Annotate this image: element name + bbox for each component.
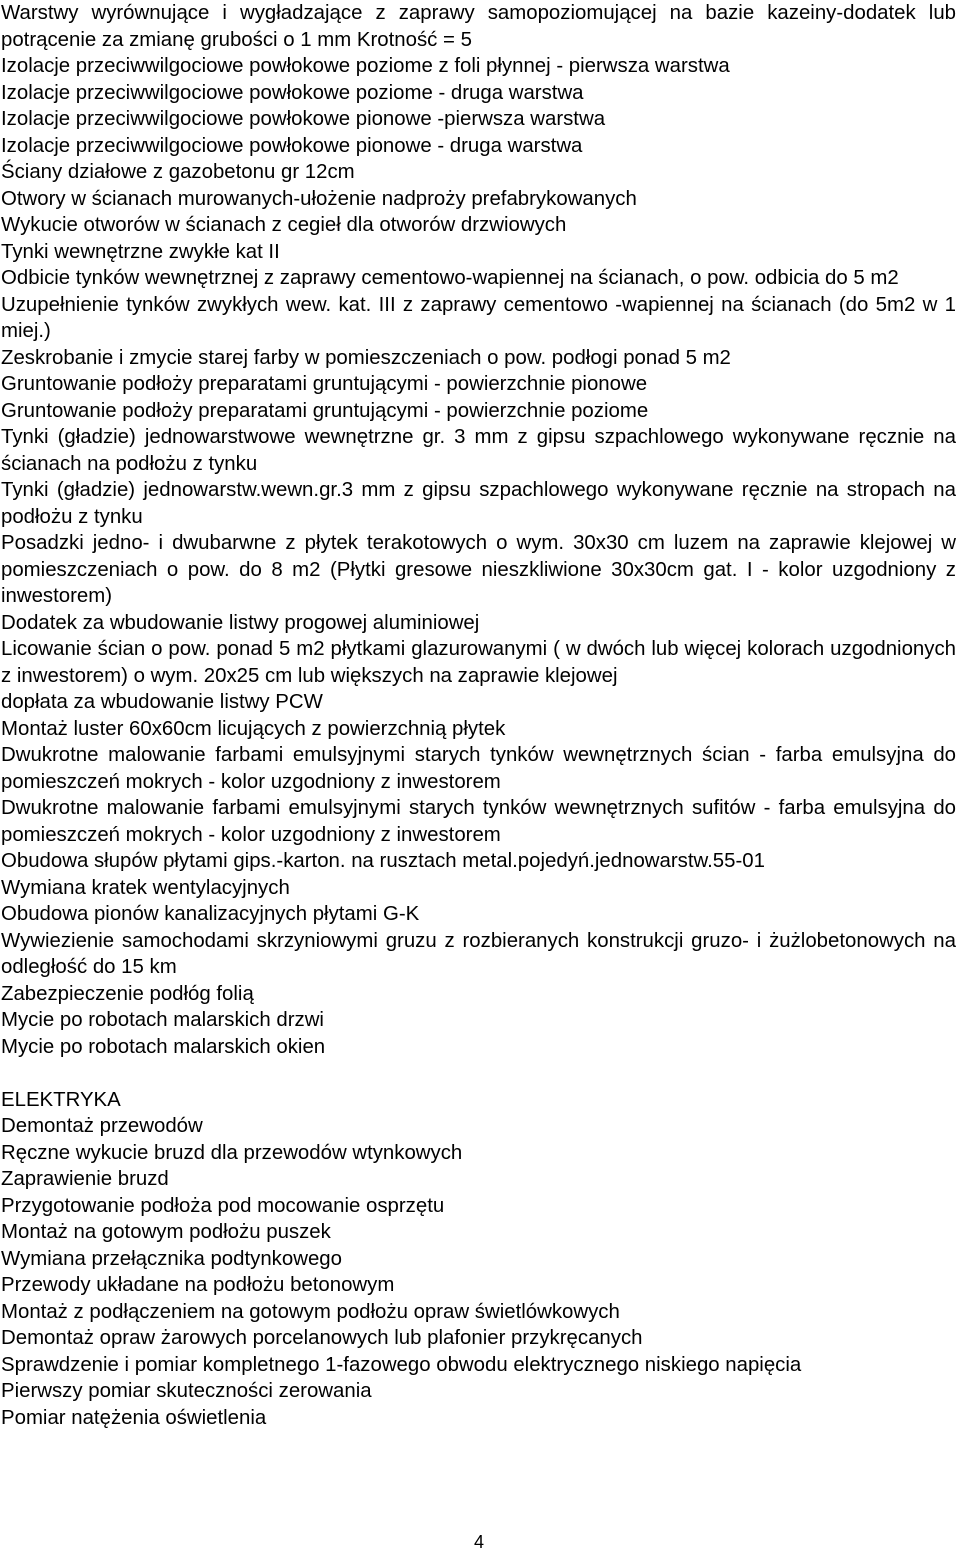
work-item: Mycie po robotach malarskich drzwi: [1, 1009, 324, 1031]
work-item: Izolacje przeciwwilgociowe powłokowe poziome - druga warstwa: [1, 81, 584, 104]
electrical-section: [1, 1087, 956, 1432]
work-item: Obudowa pionów kanalizacyjnych płytami G-K: [1, 903, 420, 925]
electrical-item: Sprawdzenie i pomiar kompletnego 1-fazowego obwodu elektrycznego niskiego napięcia: [1, 1353, 802, 1376]
electrical-item: Przygotowanie podłoża pod mocowanie osprzętu: [1, 1194, 445, 1217]
page-number-label: 4: [473, 1532, 484, 1552]
document-body: [1, 0, 956, 1431]
work-item: Izolacje przeciwwilgociowe powłokowe poziome z foli płynnej - pierwsza warstwa: [1, 55, 730, 77]
section-heading: ELEKTRYKA: [1, 1088, 121, 1111]
work-item: Uzupełnienie tynków zwykłych wew. kat. III z zaprawy cementowo -wapiennej na ścianach (do 5m2 w 1 miej.): [1, 293, 956, 342]
work-item: Obudowa słupów płytami gips.-karton. na rusztach metal.pojedyń.jednowarstw.55-01: [1, 850, 765, 872]
electrical-item: Wymiana przełącznika podtynkowego: [1, 1247, 342, 1270]
section-spacer: [1, 1060, 956, 1087]
electrical-item: Przewody układane na podłożu betonowym: [1, 1274, 395, 1296]
electrical-item: Demontaż przewodów: [1, 1115, 203, 1137]
work-item: Gruntowanie podłoży preparatami gruntującymi - powierzchnie poziome: [1, 399, 649, 422]
work-item: Wymiana kratek wentylacyjnych: [1, 876, 290, 899]
work-item: Dwukrotne malowanie farbami emulsyjnymi starych tynków wewnętrznych sufitów - farba emulsyjna do pomieszczeń mokrych - kolor uzgodniony z inwestorem: [1, 797, 956, 846]
work-item: Warstwy wyrównujące i wygładzające z zaprawy samopoziomującej na bazie kazeiny-dodatek lub potrącenie za zmianę grubości o 1 mm Krotność = 5: [1, 2, 956, 51]
electrical-item: Zaprawienie bruzd: [1, 1168, 169, 1190]
electrical-item: Pomiar natężenia oświetlenia: [1, 1406, 267, 1429]
work-item: Montaż luster 60x60cm licujących z powierzchnią płytek: [1, 717, 506, 740]
work-item: Wywiezienie samochodami skrzyniowymi gruzu z rozbieranych konstrukcji gruzo- i żużlobetonowych na odległość do 15 km: [1, 929, 956, 978]
work-item: Izolacje przeciwwilgociowe powłokowe pionowe - druga warstwa: [1, 134, 583, 157]
page-number: [0, 1532, 960, 1552]
work-item: Izolacje przeciwwilgociowe powłokowe pionowe -pierwsza warstwa: [1, 108, 606, 130]
electrical-item: Demontaż opraw żarowych porcelanowych lub plafonier przykręcanych: [1, 1327, 643, 1349]
work-item: Dodatek za wbudowanie listwy progowej aluminiowej: [1, 611, 480, 634]
work-item: Odbicie tynków wewnętrznej z zaprawy cementowo-wapiennej na ścianach, o pow. odbicia do 5 m2: [1, 267, 899, 289]
work-item: Tynki (gładzie) jednowarstw.wewn.gr.3 mm z gipsu szpachlowego wykonywane ręcznie na stropach na podłożu z tynku: [1, 479, 956, 528]
work-item: Wykucie otworów w ścianach z cegieł dla otworów drzwiowych: [1, 214, 567, 236]
work-item: dopłata za wbudowanie listwy PCW: [1, 691, 323, 713]
electrical-item: Montaż na gotowym podłożu puszek: [1, 1221, 331, 1243]
construction-work-list: [1, 0, 956, 1060]
electrical-item: Ręczne wykucie bruzd dla przewodów wtynkowych: [1, 1141, 463, 1164]
work-item: Otwory w ścianach murowanych-ułożenie nadproży prefabrykowanych: [1, 187, 637, 210]
work-item: Ściany działowe z gazobetonu gr 12cm: [1, 161, 355, 183]
work-item: Dwukrotne malowanie farbami emulsyjnymi starych tynków wewnętrznych ścian - farba emulsyjna do pomieszczeń mokrych - kolor uzgodniony z inwestorem: [1, 744, 956, 793]
work-item: Tynki wewnętrzne zwykłe kat II: [1, 240, 280, 263]
electrical-item: Pierwszy pomiar skuteczności zerowania: [1, 1380, 372, 1402]
work-item: Mycie po robotach malarskich okien: [1, 1035, 326, 1058]
electrical-item: Montaż z podłączeniem na gotowym podłożu opraw świetlówkowych: [1, 1300, 620, 1323]
work-item: Zabezpieczenie podłóg folią: [1, 982, 254, 1005]
work-item: Tynki (gładzie) jednowarstwowe wewnętrzne gr. 3 mm z gipsu szpachlowego wykonywane ręcznie na ścianach na podłożu z tynku: [1, 426, 956, 475]
work-item: Zeskrobanie i zmycie starej farby w pomieszczeniach o pow. podłogi ponad 5 m2: [1, 346, 731, 369]
work-item: Licowanie ścian o pow. ponad 5 m2 płytkami glazurowanymi ( w dwóch lub więcej kolorach uzgodnionych z inwestorem) o wym. 20x25 cm lub większych na zaprawie klejowej: [1, 638, 956, 687]
work-item: Posadzki jedno- i dwubarwne z płytek terakotowych o wym. 30x30 cm luzem na zaprawie klejowej w pomieszczeniach o pow. do 8 m2 (Płytki gresowe nieszkliwione 30x30cm gat. I - kolor uzgodniony z inwestorem): [1, 532, 956, 607]
work-item: Gruntowanie podłoży preparatami gruntującymi - powierzchnie pionowe: [1, 373, 648, 395]
